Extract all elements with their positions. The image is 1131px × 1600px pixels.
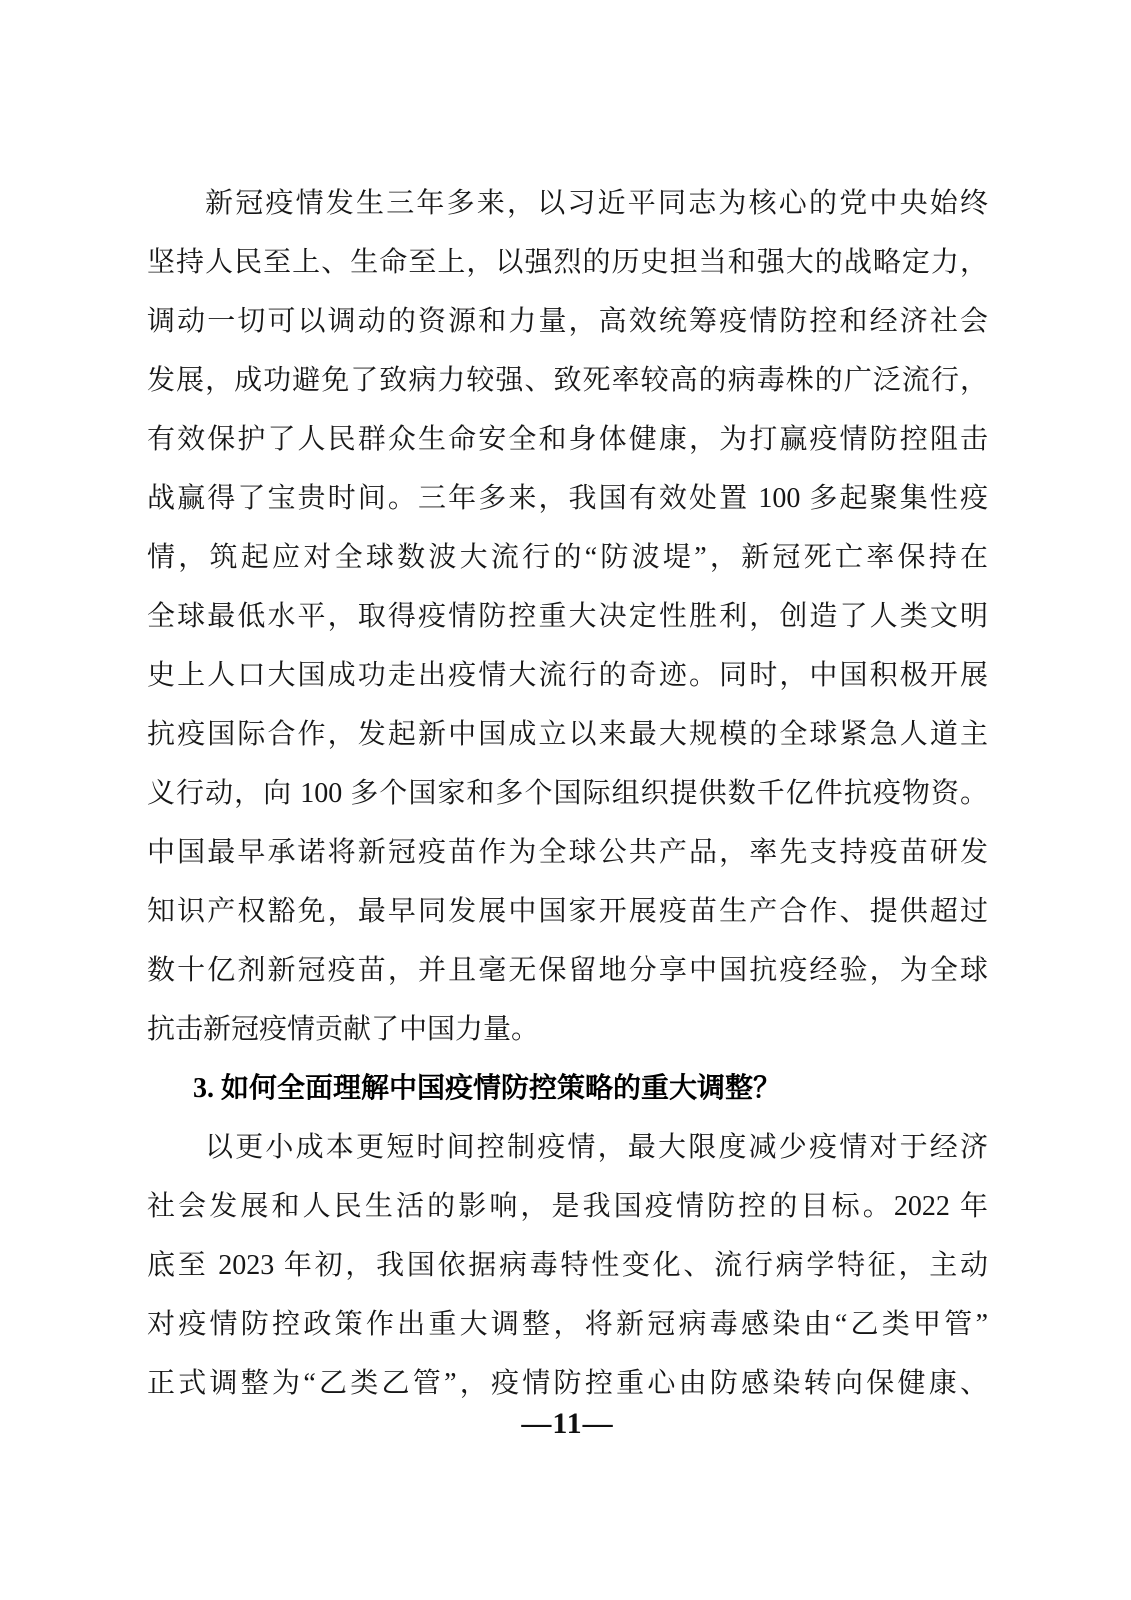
paragraph-1-line: 战赢得了宝贵时间。三年多来，我国有效处置 100 多起聚集性疫 [147, 483, 988, 514]
section-heading-line: 3. 如何全面理解中国疫情防控策略的重大调整？ [193, 1073, 782, 1104]
paragraph-2-line: 以更小成本更短时间控制疫情，最大限度减少疫情对于经济 [205, 1132, 988, 1163]
paragraph-2-line: 对疫情防控政策作出重大调整，将新冠病毒感染由“乙类甲管” [147, 1309, 988, 1340]
paragraph-1-line: 数十亿剂新冠疫苗，并且毫无保留地分享中国抗疫经验，为全球 [147, 955, 988, 986]
paragraph-1-line: 义行动，向 100 多个国家和多个国际组织提供数千亿件抗疫物资。 [147, 778, 988, 809]
page-number: —11— [521, 1407, 614, 1440]
paragraph-1-line: 中国最早承诺将新冠疫苗作为全球公共产品，率先支持疫苗研发 [147, 837, 988, 868]
paragraph-1-line: 坚持人民至上、生命至上，以强烈的历史担当和强大的战略定力， [147, 247, 988, 278]
paragraph-2-line: 底至 2023 年初，我国依据病毒特性变化、流行病学特征，主动 [147, 1250, 988, 1281]
paragraph-2-line: 正式调整为“乙类乙管”，疫情防控重心由防感染转向保健康、 [147, 1368, 988, 1399]
paragraph-1-line: 情，筑起应对全球数波大流行的“防波堤”，新冠死亡率保持在 [147, 542, 988, 573]
paragraph-2-line: 社会发展和人民生活的影响，是我国疫情防控的目标。2022 年 [147, 1191, 988, 1222]
paragraph-1-line: 有效保护了人民群众生命安全和身体健康，为打赢疫情防控阻击 [147, 424, 988, 455]
paragraph-1-line: 抗击新冠疫情贡献了中国力量。 [147, 1014, 540, 1045]
paragraph-1-line: 知识产权豁免，最早同发展中国家开展疫苗生产合作、提供超过 [147, 896, 988, 927]
paragraph-1-line: 史上人口大国成功走出疫情大流行的奇迹。同时，中国积极开展 [147, 660, 988, 691]
paragraph-1-line: 发展，成功避免了致病力较强、致死率较高的病毒株的广泛流行， [147, 365, 988, 396]
paragraph-1-line: 全球最低水平，取得疫情防控重大决定性胜利，创造了人类文明 [147, 601, 988, 632]
document-content [147, 174, 988, 1413]
paragraph-1-line: 新冠疫情发生三年多来，以习近平同志为核心的党中央始终 [205, 188, 988, 219]
paragraph-1-line: 调动一切可以调动的资源和力量，高效统筹疫情防控和经济社会 [147, 306, 988, 337]
paragraph-1-line: 抗疫国际合作，发起新中国成立以来最大规模的全球紧急人道主 [147, 719, 988, 750]
